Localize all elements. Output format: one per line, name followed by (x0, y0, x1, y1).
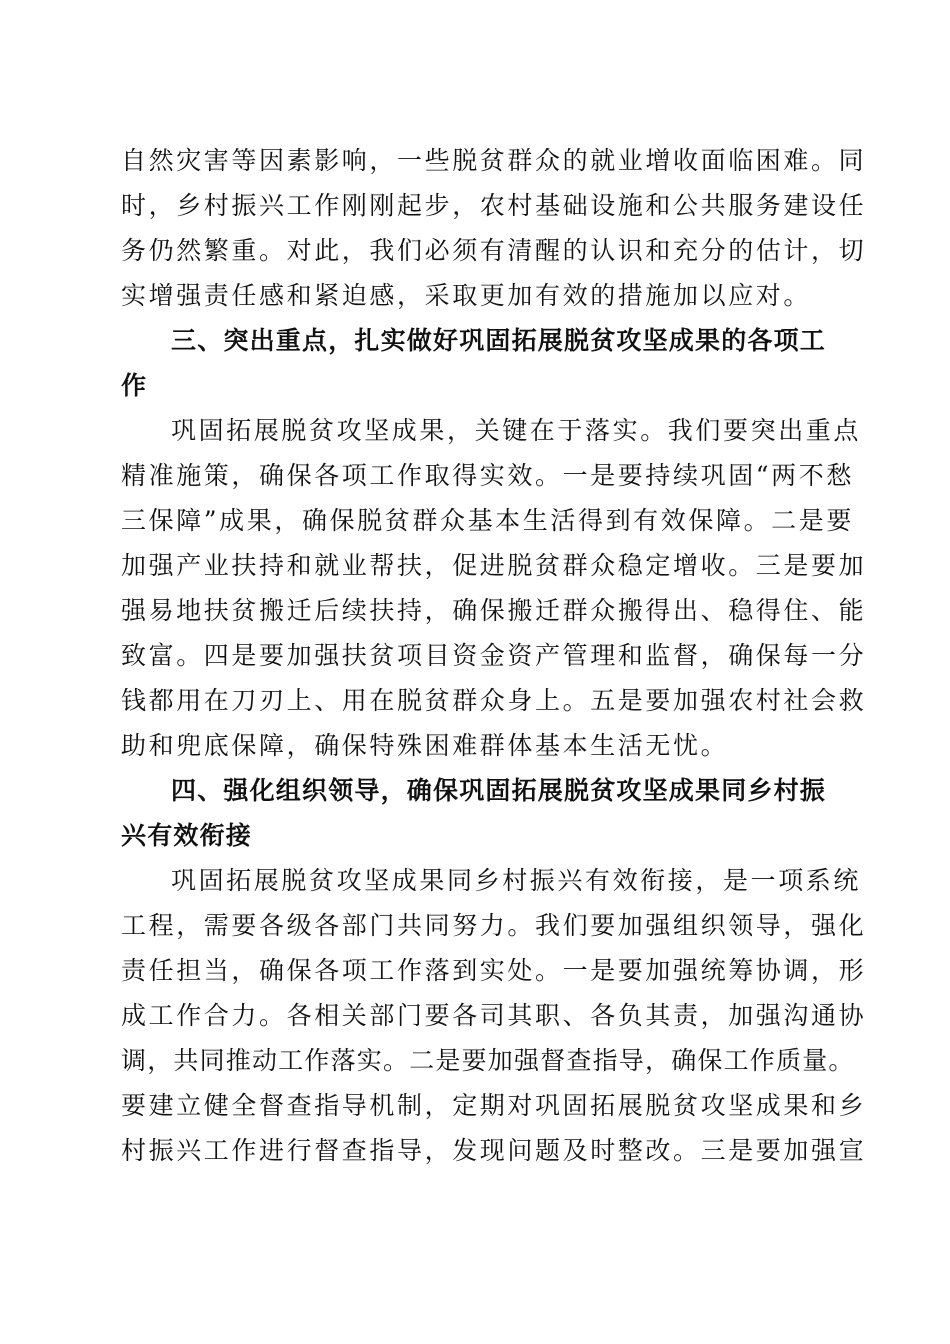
paragraph-line: 助和兜底保障，确保特殊困难群体基本生活无忧。 (121, 731, 729, 760)
paragraph-line: 要建立健全督查指导机制，定期对巩固拓展脱贫攻坚成果和乡 (121, 1091, 867, 1120)
paragraph-line: 实增强责任感和紧迫感，采取更加有效的措施加以应对。 (121, 281, 812, 310)
paragraph-line: 加强产业扶持和就业帮扶，促进脱贫群众稳定增收。三是要加 (121, 551, 867, 580)
paragraph-line: 时，乡村振兴工作刚刚起步，农村基础设施和公共服务建设任 (121, 191, 867, 220)
paragraph-line: 务仍然繁重。对此，我们必须有清醒的认识和充分的估计，切 (121, 236, 867, 265)
section-heading-4: 四、强化组织领导，确保巩固拓展脱贫攻坚成果同乡村振 (171, 776, 827, 805)
paragraph-line: 村振兴工作进行督查指导，发现问题及时整改。三是要加强宣 (121, 1136, 867, 1165)
paragraph-line: 钱都用在刀刃上、用在脱贫群众身上。五是要加强农村社会救 (121, 686, 867, 715)
paragraph-line: 责任担当，确保各项工作落到实处。一是要加强统筹协调，形 (121, 956, 867, 985)
paragraph-line: 精准施策，确保各项工作取得实效。一是要持续巩固“两不愁 (121, 461, 854, 490)
paragraph-line: 工程，需要各级各部门共同努力。我们要加强组织领导，强化 (121, 911, 867, 940)
paragraph-line: 成工作合力。各相关部门要各司其职、各负其责，加强沟通协 (121, 1001, 867, 1030)
paragraph-line: 三保障”成果，确保脱贫群众基本生活得到有效保障。二是要 (121, 506, 854, 535)
paragraph-line: 调，共同推动工作落实。二是要加强督查指导，确保工作质量。 (121, 1046, 855, 1075)
paragraph-line: 强易地扶贫搬迁后续扶持，确保搬迁群众搬得出、稳得住、能 (121, 596, 867, 625)
paragraph-line: 巩固拓展脱贫攻坚成果，关键在于落实。我们要突出重点 (171, 416, 862, 445)
paragraph-line: 巩固拓展脱贫攻坚成果同乡村振兴有效衔接，是一项系统 (171, 866, 862, 895)
section-heading-4-continued: 兴有效衔接 (121, 821, 253, 850)
paragraph-line: 致富。四是要加强扶贫项目资金资产管理和监督，确保每一分 (121, 641, 867, 670)
section-heading-3-continued: 作 (121, 371, 148, 400)
paragraph-line: 自然灾害等因素影响，一些脱贫群众的就业增收面临困难。同 (121, 146, 867, 175)
section-heading-3: 三、突出重点，扎实做好巩固拓展脱贫攻坚成果的各项工 (171, 326, 827, 355)
